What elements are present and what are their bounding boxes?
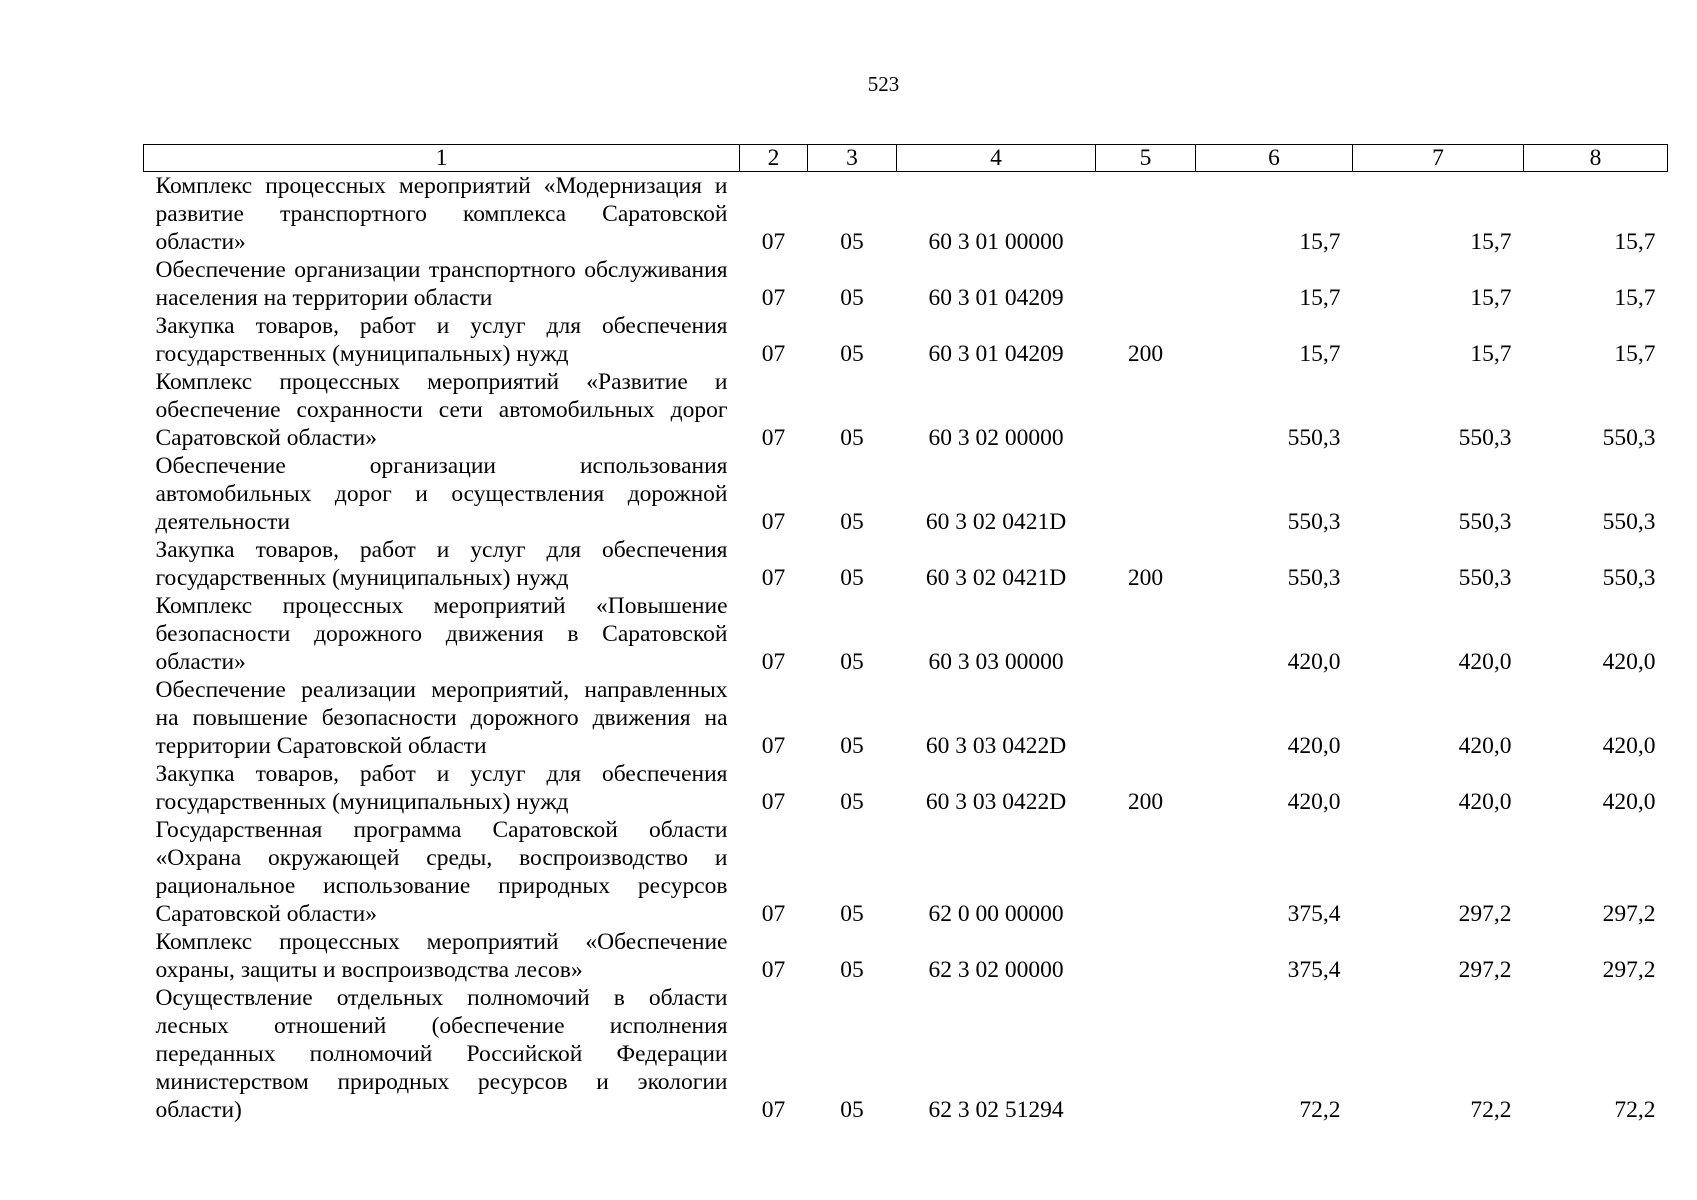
cell-expense-type bbox=[1096, 452, 1196, 536]
row-name: Комплекс процессных мероприятий «Модернизация и развитие транспортного комплекса Саратовской области» bbox=[155, 173, 728, 255]
cell-amount-year3: 550,3 bbox=[1602, 565, 1656, 591]
cell-amount-year2: 15,7 bbox=[1470, 229, 1512, 255]
column-header: 1 bbox=[144, 145, 740, 172]
cell-amount-year2: 420,0 bbox=[1458, 649, 1512, 675]
cell-expense-type: 200 bbox=[1127, 565, 1164, 591]
cell-amount-year2: 297,2 bbox=[1458, 957, 1512, 983]
row-name: Осуществление отдельных полномочий в области лесных отношений (обеспечение исполнения переданных полномочий Российской Федерации министерством природных ресурсов и экологии области) bbox=[155, 985, 728, 1123]
cell-section: 07 bbox=[761, 1097, 786, 1123]
cell-expense-type bbox=[1096, 592, 1196, 676]
row-name: Закупка товаров, работ и услуг для обеспечения государственных (муниципальных) нужд bbox=[155, 313, 728, 367]
cell-amount-year2: 15,7 bbox=[1470, 341, 1512, 367]
cell-amount-year2: 550,3 bbox=[1458, 565, 1512, 591]
cell-section: 07 bbox=[761, 285, 786, 311]
cell-amount-year2: 420,0 bbox=[1458, 733, 1512, 759]
cell-amount-year3: 420,0 bbox=[1602, 789, 1656, 815]
table-row bbox=[144, 816, 1668, 928]
column-header: 4 bbox=[897, 145, 1096, 172]
cell-target-code: 60 3 02 0421D bbox=[925, 565, 1067, 591]
cell-expense-type: 200 bbox=[1127, 341, 1164, 367]
cell-subsection: 05 bbox=[840, 285, 864, 311]
cell-amount-year2: 297,2 bbox=[1458, 901, 1512, 927]
cell-subsection: 05 bbox=[840, 425, 864, 451]
table-row bbox=[144, 676, 1668, 760]
cell-target-code: 60 3 01 04209 bbox=[928, 285, 1064, 311]
table-row bbox=[144, 760, 1668, 816]
cell-subsection: 05 bbox=[840, 509, 864, 535]
cell-amount-year3: 550,3 bbox=[1602, 425, 1656, 451]
row-name: Комплекс процессных мероприятий «Развитие и обеспечение сохранности сети автомобильных дорог Саратовской области» bbox=[155, 369, 728, 451]
table-row bbox=[144, 452, 1668, 536]
cell-subsection: 05 bbox=[840, 957, 864, 983]
cell-subsection: 05 bbox=[840, 1097, 864, 1123]
column-header: 8 bbox=[1524, 145, 1668, 172]
cell-amount-year2: 550,3 bbox=[1458, 425, 1512, 451]
cell-amount-year1: 550,3 bbox=[1287, 509, 1341, 535]
column-header: 3 bbox=[808, 145, 897, 172]
cell-amount-year2: 420,0 bbox=[1458, 789, 1512, 815]
cell-expense-type bbox=[1096, 928, 1196, 984]
cell-target-code: 60 3 01 00000 bbox=[928, 229, 1064, 255]
row-name: Закупка товаров, работ и услуг для обеспечения государственных (муниципальных) нужд bbox=[155, 537, 728, 591]
cell-section: 07 bbox=[761, 957, 786, 983]
table-row bbox=[144, 172, 1668, 257]
cell-amount-year1: 420,0 bbox=[1287, 649, 1341, 675]
cell-expense-type bbox=[1096, 172, 1196, 257]
cell-expense-type bbox=[1096, 984, 1196, 1124]
cell-amount-year3: 420,0 bbox=[1602, 733, 1656, 759]
cell-amount-year1: 550,3 bbox=[1287, 565, 1341, 591]
row-name: Комплекс процессных мероприятий «Обеспечение охраны, защиты и воспроизводства лесов» bbox=[155, 929, 728, 983]
cell-target-code: 60 3 01 04209 bbox=[928, 341, 1064, 367]
table-body bbox=[144, 172, 1668, 1125]
cell-amount-year3: 297,2 bbox=[1602, 957, 1656, 983]
cell-amount-year1: 15,7 bbox=[1299, 285, 1341, 311]
cell-section: 07 bbox=[761, 341, 786, 367]
cell-amount-year3: 15,7 bbox=[1614, 285, 1656, 311]
cell-expense-type bbox=[1096, 816, 1196, 928]
table-row bbox=[144, 592, 1668, 676]
cell-target-code: 60 3 03 0422D bbox=[925, 789, 1067, 815]
cell-amount-year1: 15,7 bbox=[1299, 229, 1341, 255]
cell-section: 07 bbox=[761, 425, 786, 451]
cell-amount-year3: 15,7 bbox=[1614, 229, 1656, 255]
cell-section: 07 bbox=[761, 733, 786, 759]
cell-amount-year1: 420,0 bbox=[1287, 789, 1341, 815]
cell-target-code: 60 3 02 00000 bbox=[928, 425, 1064, 451]
cell-amount-year3: 72,2 bbox=[1614, 1097, 1656, 1123]
row-name: Закупка товаров, работ и услуг для обеспечения государственных (муниципальных) нужд bbox=[155, 761, 728, 815]
cell-section: 07 bbox=[761, 509, 786, 535]
cell-subsection: 05 bbox=[840, 341, 864, 367]
cell-amount-year2: 550,3 bbox=[1458, 509, 1512, 535]
cell-amount-year3: 15,7 bbox=[1614, 341, 1656, 367]
cell-target-code: 62 0 00 00000 bbox=[928, 901, 1064, 927]
cell-amount-year1: 15,7 bbox=[1299, 341, 1341, 367]
column-header: 7 bbox=[1353, 145, 1524, 172]
cell-target-code: 60 3 03 00000 bbox=[928, 649, 1064, 675]
cell-amount-year1: 550,3 bbox=[1287, 425, 1341, 451]
cell-amount-year1: 420,0 bbox=[1287, 733, 1341, 759]
cell-amount-year3: 550,3 bbox=[1602, 509, 1656, 535]
cell-expense-type: 200 bbox=[1127, 789, 1164, 815]
cell-target-code: 60 3 02 0421D bbox=[925, 509, 1067, 535]
cell-amount-year2: 72,2 bbox=[1470, 1097, 1512, 1123]
table-row bbox=[144, 536, 1668, 592]
cell-amount-year2: 15,7 bbox=[1470, 285, 1512, 311]
cell-expense-type bbox=[1096, 256, 1196, 312]
row-name: Государственная программа Саратовской области «Охрана окружающей среды, воспроизводство и рациональное использование природных ресурсов Саратовской области» bbox=[155, 817, 728, 927]
cell-section: 07 bbox=[761, 565, 786, 591]
cell-subsection: 05 bbox=[840, 649, 864, 675]
cell-subsection: 05 bbox=[840, 789, 864, 815]
table-row bbox=[144, 256, 1668, 312]
cell-subsection: 05 bbox=[840, 229, 864, 255]
cell-section: 07 bbox=[761, 229, 786, 255]
cell-amount-year3: 297,2 bbox=[1602, 901, 1656, 927]
cell-target-code: 60 3 03 0422D bbox=[925, 733, 1067, 759]
cell-expense-type bbox=[1096, 676, 1196, 760]
column-header: 6 bbox=[1196, 145, 1353, 172]
row-name: Комплекс процессных мероприятий «Повышение безопасности дорожного движения в Саратовской области» bbox=[155, 593, 728, 675]
cell-expense-type bbox=[1096, 368, 1196, 452]
cell-amount-year3: 420,0 bbox=[1602, 649, 1656, 675]
table-row bbox=[144, 312, 1668, 368]
column-header: 2 bbox=[740, 145, 808, 172]
cell-subsection: 05 bbox=[840, 565, 864, 591]
cell-subsection: 05 bbox=[840, 901, 864, 927]
cell-amount-year1: 72,2 bbox=[1299, 1097, 1341, 1123]
column-header: 5 bbox=[1096, 145, 1196, 172]
cell-subsection: 05 bbox=[840, 733, 864, 759]
row-name: Обеспечение организации транспортного обслуживания населения на территории области bbox=[155, 257, 728, 311]
cell-section: 07 bbox=[761, 901, 786, 927]
header-row bbox=[144, 145, 1668, 172]
cell-section: 07 bbox=[761, 789, 786, 815]
page-number: 523 bbox=[867, 72, 900, 96]
row-name: Обеспечение реализации мероприятий, направленных на повышение безопасности дорожного движения на территории Саратовской области bbox=[155, 677, 728, 759]
cell-amount-year1: 375,4 bbox=[1287, 957, 1341, 983]
cell-target-code: 62 3 02 51294 bbox=[928, 1097, 1064, 1123]
table-row bbox=[144, 928, 1668, 984]
cell-section: 07 bbox=[761, 649, 786, 675]
row-name: Обеспечение организации использования автомобильных дорог и осуществления дорожной деятельности bbox=[155, 453, 728, 535]
cell-amount-year1: 375,4 bbox=[1287, 901, 1341, 927]
budget-table bbox=[143, 144, 1668, 1124]
table-row bbox=[144, 368, 1668, 452]
cell-target-code: 62 3 02 00000 bbox=[928, 957, 1064, 983]
table-row bbox=[144, 984, 1668, 1124]
